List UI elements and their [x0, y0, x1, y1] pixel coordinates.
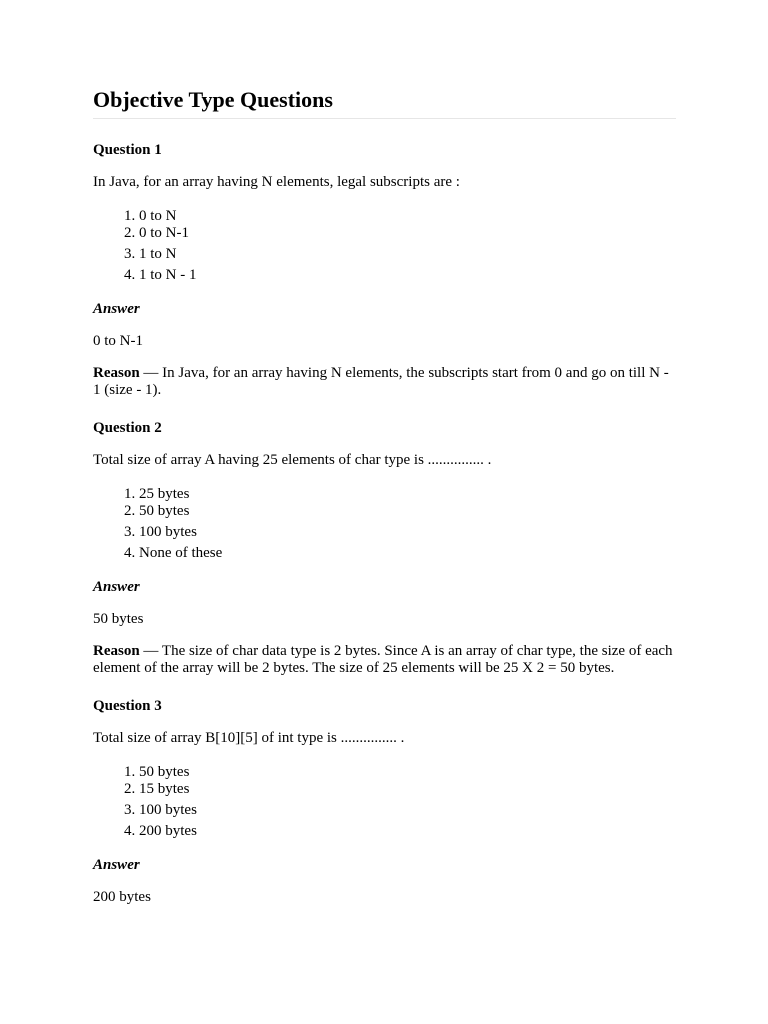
reason-label: Reason [93, 365, 140, 381]
option-item: 4. None of these [139, 545, 676, 562]
option-item: 1. 50 bytes [139, 764, 676, 781]
question-2 [93, 420, 676, 677]
option-item: 2. 0 to N-1 [139, 225, 676, 242]
option-item: 2. 15 bytes [139, 781, 676, 798]
reason-text: — In Java, for an array having N elements, the subscripts start from 0 and go on till N - 1 (size - 1). [93, 365, 669, 398]
option-item: 3. 100 bytes [139, 524, 676, 541]
option-item: 4. 1 to N - 1 [139, 267, 676, 284]
options-list [93, 208, 676, 284]
answer-label: Answer [93, 857, 140, 873]
option-item: 3. 100 bytes [139, 802, 676, 819]
option-item: 3. 1 to N [139, 246, 676, 263]
options-list [93, 764, 676, 840]
option-item: 1. 0 to N [139, 208, 676, 225]
question-text: Total size of array B[10][5] of int type is ............... . [93, 730, 405, 746]
answer-text: 50 bytes [93, 611, 144, 627]
document-content [93, 86, 676, 906]
question-1 [93, 142, 676, 399]
option-item: 1. 25 bytes [139, 486, 676, 503]
question-text: In Java, for an array having N elements, legal subscripts are : [93, 174, 460, 190]
answer-label: Answer [93, 301, 140, 317]
question-heading: Question 2 [93, 420, 162, 436]
reason-paragraph [93, 643, 676, 677]
option-item: 4. 200 bytes [139, 823, 676, 840]
question-3 [93, 698, 676, 906]
answer-label: Answer [93, 579, 140, 595]
answer-text: 0 to N-1 [93, 333, 143, 349]
question-text: Total size of array A having 25 elements of char type is ............... . [93, 452, 492, 468]
reason-text: — The size of char data type is 2 bytes. Since A is an array of char type, the size of each element of the array will be 2 bytes. The size of 25 elements will be 25 X 2 = 50 bytes. [93, 643, 673, 676]
options-list [93, 486, 676, 562]
answer-text: 200 bytes [93, 889, 151, 905]
reason-label: Reason [93, 643, 140, 659]
reason-paragraph [93, 365, 676, 399]
question-heading: Question 1 [93, 142, 162, 158]
option-item: 2. 50 bytes [139, 503, 676, 520]
page-title: Objective Type Questions [93, 86, 676, 119]
question-heading: Question 3 [93, 698, 162, 714]
